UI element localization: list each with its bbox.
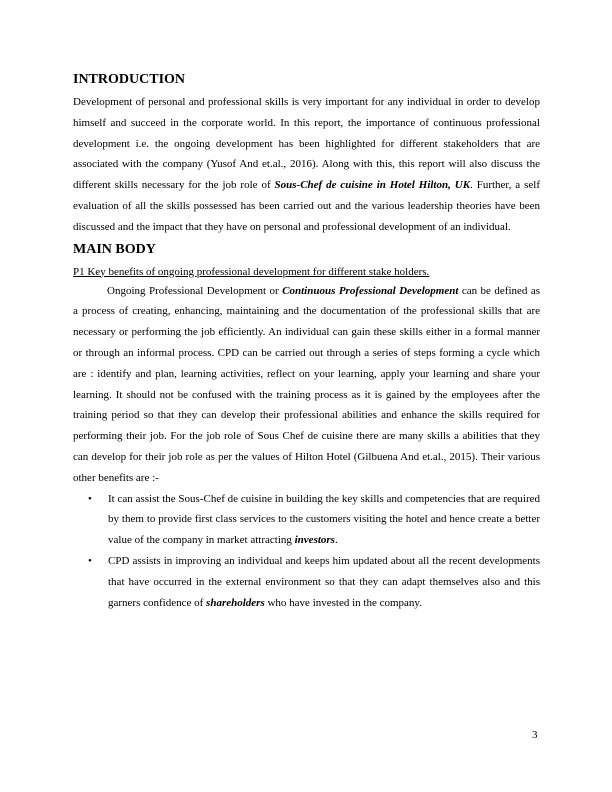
introduction-paragraph bbox=[73, 92, 540, 238]
cpd-paragraph bbox=[73, 281, 540, 489]
list-item bbox=[73, 489, 540, 551]
list-item-text-a: It can assist the Sous-Chef de cuisine in building the key skills and competencies that are required by them to provide first class services to the customers visiting the hotel and hence create a better value of the company in market attracting bbox=[108, 492, 540, 547]
bullet-icon: • bbox=[88, 492, 92, 505]
cpd-emphasis: Continuous Professional Development bbox=[282, 284, 459, 297]
list-item-text-b: . bbox=[334, 534, 338, 547]
page-number: 3 bbox=[532, 729, 538, 741]
page-content bbox=[73, 70, 540, 613]
introduction-emphasis: Sous-Chef de cuisine in Hotel Hilton, UK bbox=[274, 179, 471, 192]
section-subheading: P1 Key benefits of ongoing professional development for different stake holders. bbox=[73, 265, 430, 278]
list-item-text-b: who have invested in the company. bbox=[264, 596, 422, 609]
bullet-icon: • bbox=[88, 554, 92, 567]
benefits-list bbox=[73, 489, 540, 614]
main-body-heading: MAIN BODY bbox=[73, 241, 156, 257]
list-item-emphasis: shareholders bbox=[206, 596, 265, 609]
list-item-emphasis: investors bbox=[294, 534, 335, 547]
introduction-text-b: . Further, a self evaluation of all the skills possessed has been carried out and the various leadership theories have been discussed and the impact that they have on personal and professional development of an individual. bbox=[73, 179, 540, 233]
cpd-text-a: Ongoing Professional Development or bbox=[107, 284, 283, 297]
introduction-heading: INTRODUCTION bbox=[73, 72, 186, 87]
cpd-text-b: can be defined as a process of creating, enhancing, maintaining and the documentation of the professional skills that are necessary or performing the job efficiently. An individual can gain these skills either in a formal manner or through an informal process. CPD can be carried out through a series of steps forming a cycle which are : identify and plan, learning activities, reflect on your learning, apply your learning and share your learning. It should not be confused with the training process as it is gained by the employees after the training period so that they can develop their professional abilities and enhance the skills required for performing their job. For the job role of Sous Chef de cuisine there are many skills a abilities that they can develop for their job role as per the values of Hilton Hotel (Gilbuena And et.al., 2015). Their various other benefits are :- bbox=[73, 284, 541, 484]
list-item bbox=[73, 551, 540, 613]
list-item-text-a: CPD assists in improving an individual and keeps him updated about all the recent developments that have occurred in the external environment so that they can adapt themselves also and this garners confidence of bbox=[108, 554, 540, 609]
introduction-text-a: Development of personal and professional skills is very important for any individual in order to develop himself and succeed in the corporate world. In this report, the importance of continuous professional development i.e. the ongoing development has been highlighted for different stakeholders that are associated with the company (Yusof And et.al., 2016). Along with this, this report will also discuss the different skills necessary for the job role of bbox=[73, 96, 540, 192]
